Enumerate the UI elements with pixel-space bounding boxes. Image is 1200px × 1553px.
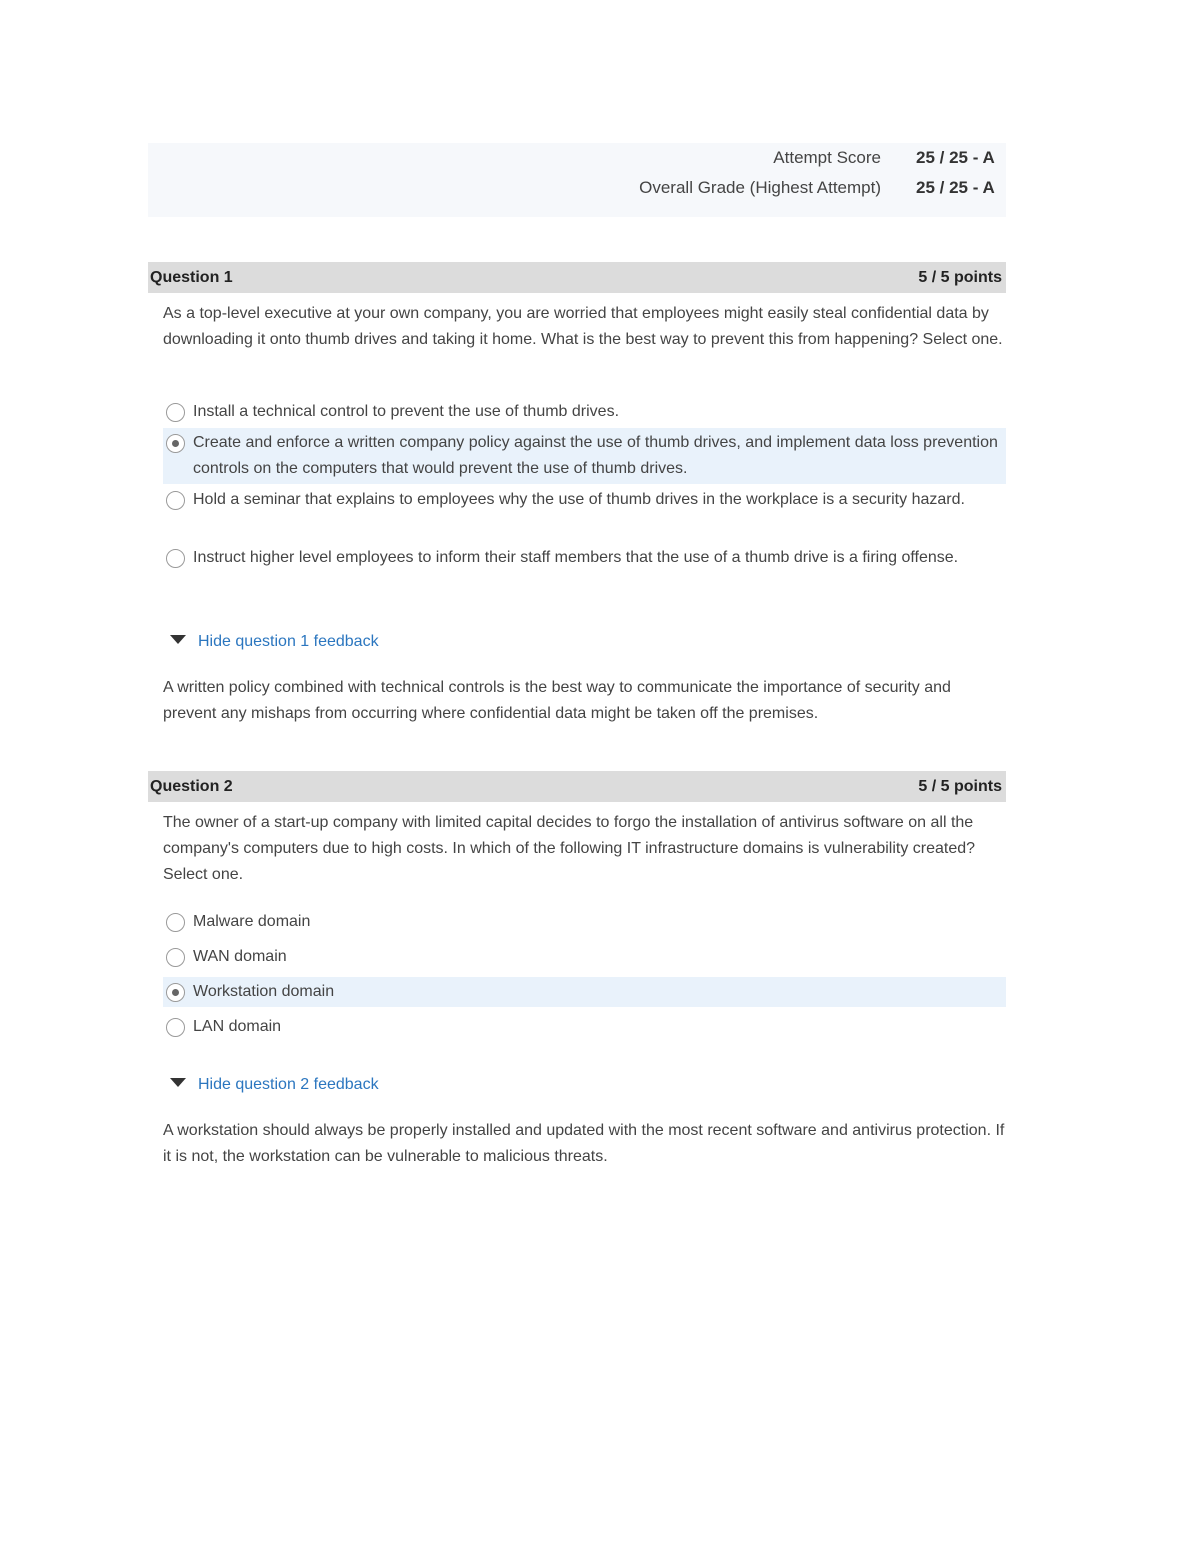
hide-question-1-feedback-link[interactable] [170,629,379,655]
radio-button-selected[interactable] [166,983,185,1002]
triangle-down-icon [170,635,186,644]
feedback-toggle-label: Hide question 1 feedback [198,633,379,650]
option-label: Instruct higher level employees to inform their staff members that the use of a thumb drive is a firing offense. [193,549,959,566]
option-label: Malware domain [193,913,311,930]
question-2-title: Question 2 [150,778,233,795]
question-1-option-1[interactable] [163,397,1006,427]
option-label: Workstation domain [193,983,335,1000]
question-2-option-4[interactable] [163,1012,1006,1042]
question-2-points: 5 / 5 points [918,778,1002,795]
question-1-feedback: A written policy combined with technical controls is the best way to communicate the importance of security and prevent any mishaps from occurring where confidential data might be taken off the premises. [163,679,951,722]
option-label: WAN domain [193,948,287,965]
question-2-header [148,771,1006,802]
attempt-score-value: 25 / 25 - A [916,148,995,167]
score-panel [148,143,1006,217]
question-2-option-1[interactable] [163,907,1006,937]
hide-question-2-feedback-link[interactable] [170,1072,379,1098]
question-1-option-4[interactable] [163,543,1006,573]
attempt-score-label: Attempt Score [773,148,881,167]
option-label: Create and enforce a written company policy against the use of thumb drives, and implement data loss prevention controls on the computers that would prevent the use of thumb drives. [193,434,998,477]
feedback-toggle-label: Hide question 2 feedback [198,1076,379,1093]
overall-grade-value: 25 / 25 - A [916,178,995,197]
question-2-option-2[interactable] [163,942,1006,972]
triangle-down-icon [170,1078,186,1087]
question-2-feedback: A workstation should always be properly installed and updated with the most recent software and antivirus protection. If it is not, the workstation can be vulnerable to malicious threats. [163,1122,1005,1165]
radio-button[interactable] [166,913,185,932]
question-1-option-2[interactable] [163,428,1006,484]
radio-button[interactable] [166,948,185,967]
radio-button-selected[interactable] [166,434,185,453]
question-1-points: 5 / 5 points [918,269,1002,286]
question-2-option-3[interactable] [163,977,1006,1007]
radio-button[interactable] [166,549,185,568]
option-label: LAN domain [193,1018,282,1035]
radio-button[interactable] [166,1018,185,1037]
question-1-text: As a top-level executive at your own company, you are worried that employees might easily steal confidential data by downloading it onto thumb drives and taking it home. What is the best way to prevent this from happening? Select one. [163,305,1003,348]
option-label: Hold a seminar that explains to employees why the use of thumb drives in the workplace is a security hazard. [193,491,965,508]
question-1-header [148,262,1006,293]
radio-button[interactable] [166,403,185,422]
option-label: Install a technical control to prevent the use of thumb drives. [193,403,620,420]
question-1-title: Question 1 [150,269,233,286]
overall-grade-label: Overall Grade (Highest Attempt) [639,178,881,197]
question-1-option-3[interactable] [163,485,1006,515]
overall-grade-row [148,173,1006,203]
question-2-text: The owner of a start-up company with limited capital decides to forgo the installation of antivirus software on all the company's computers due to high costs. In which of the following IT infrastructure domains is vulnerability created? Select one. [163,814,976,883]
radio-button[interactable] [166,491,185,510]
attempt-score-row [148,143,1006,173]
